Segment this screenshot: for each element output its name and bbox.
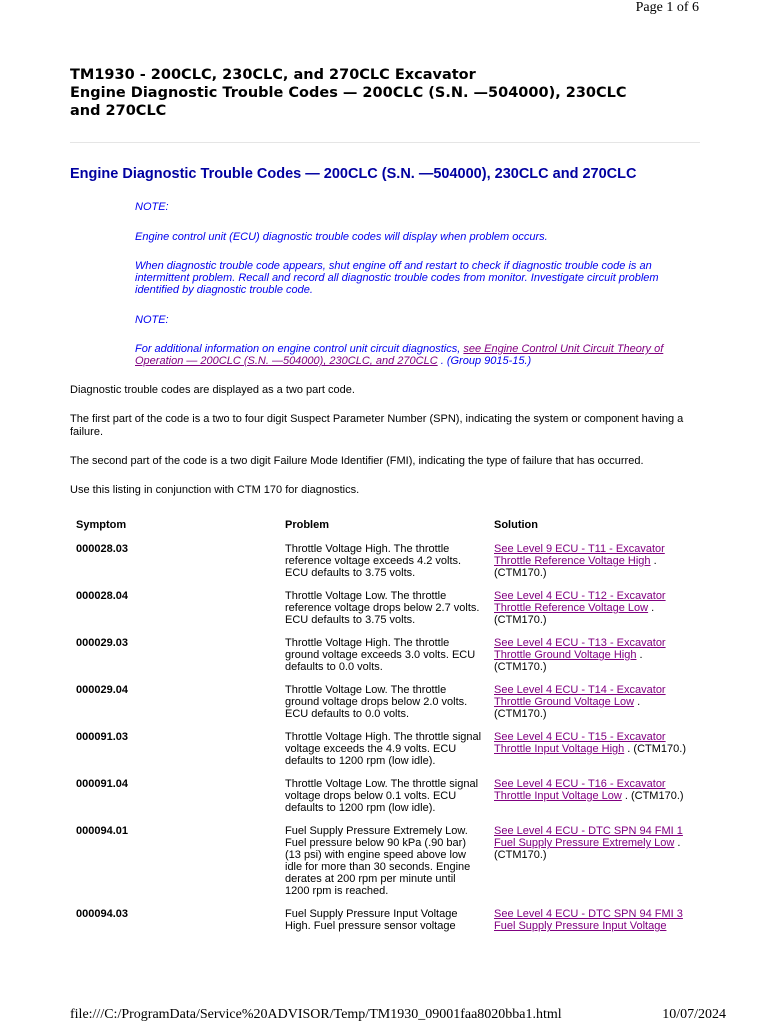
body-paragraph: The first part of the code is a two to four digit Suspect Parameter Number (SPN), indicating the system or component having a failure. (70, 413, 684, 438)
solution-cell (488, 681, 700, 728)
note-text: When diagnostic trouble code appears, shut engine off and restart to check if diagnostic trouble code is an intermittent problem. Recall and record all diagnostic trouble codes from monitor. Investigate circuit problem identified by diagnostic trouble code. (135, 260, 659, 296)
symptom-cell: 000091.04 (76, 778, 128, 790)
table-row (70, 540, 700, 587)
solution-cell (488, 728, 700, 775)
solution-column-header: Solution (494, 519, 538, 531)
table-row (70, 905, 700, 940)
symptom-cell: 000029.03 (76, 637, 128, 649)
document-title-line: Engine Diagnostic Trouble Codes — 200CLC (S.N. —504000), 230CLC (70, 85, 627, 101)
note-text (135, 343, 675, 367)
document-title-line: and 270CLC (70, 103, 167, 119)
problem-cell: Throttle Voltage High. The throttle ground voltage exceeds 3.0 volts. ECU defaults to 0.0 volts. (285, 637, 476, 673)
page-number: Page 1 of 6 (635, 0, 699, 15)
body-paragraph: Diagnostic trouble codes are displayed as a two part code. (70, 384, 355, 396)
problem-column-header: Problem (285, 519, 330, 531)
solution-link[interactable]: See Level 4 ECU - T15 - Excavator Throttle Input Voltage High (494, 731, 666, 755)
footer-date: 10/07/2024 (662, 1007, 726, 1022)
symptom-cell: 000028.03 (76, 543, 128, 555)
solution-cell (488, 905, 700, 940)
solution-cell (488, 775, 700, 822)
problem-cell: Throttle Voltage Low. The throttle ground voltage drops below 2.0 volts. ECU defaults to 0.0 volts. (285, 684, 468, 720)
symptom-cell: 000029.04 (76, 684, 128, 696)
solution-suffix: . (CTM170.) (621, 790, 684, 802)
solution-suffix: . (CTM170.) (494, 837, 681, 861)
symptom-cell: 000091.03 (76, 731, 128, 743)
dtc-table (70, 512, 700, 940)
table-row (70, 587, 700, 634)
solution-link[interactable]: See Level 4 ECU - DTC SPN 94 FMI 1 Fuel Supply Pressure Extremely Low (494, 825, 683, 849)
solution-cell (488, 540, 700, 587)
document-title-line: TM1930 - 200CLC, 230CLC, and 270CLC Excavator (70, 67, 476, 83)
solution-link[interactable]: See Level 4 ECU - T13 - Excavator Throttle Ground Voltage High (494, 637, 666, 661)
problem-cell: Throttle Voltage High. The throttle signal voltage exceeds the 4.9 volts. ECU defaults to 1200 rpm (low idle). (285, 731, 482, 767)
solution-link[interactable]: See Level 4 ECU - DTC SPN 94 FMI 3 Fuel Supply Pressure Input Voltage (494, 908, 683, 932)
table-header-row (70, 512, 700, 540)
solution-suffix: . (CTM170.) (624, 743, 686, 755)
note-label: NOTE: (135, 201, 169, 213)
problem-cell: Fuel Supply Pressure Extremely Low. Fuel pressure below 90 kPa (.90 bar) (13 psi) with engine speed above low idle for more than 30 seconds. Engine derates at 200 rpm per minute until 1200 rpm is reached. (285, 825, 471, 897)
solution-suffix: . (CTM170.) (494, 555, 657, 579)
note-text: Engine control unit (ECU) diagnostic trouble codes will display when problem occurs. (135, 231, 548, 243)
problem-cell: Throttle Voltage Low. The throttle reference voltage drops below 2.7 volts. ECU defaults to 3.75 volts. (285, 590, 480, 626)
table-row (70, 728, 700, 775)
note-text-suffix: . (Group 9015-15.) (437, 355, 532, 367)
table-row (70, 822, 700, 905)
solution-cell (488, 587, 700, 634)
solution-cell (488, 634, 700, 681)
table-row (70, 681, 700, 728)
title-divider (70, 142, 700, 143)
problem-cell: Fuel Supply Pressure Input Voltage High. Fuel pressure sensor voltage (285, 908, 458, 932)
body-paragraph: Use this listing in conjunction with CTM 170 for diagnostics. (70, 484, 360, 496)
note-label: NOTE: (135, 314, 169, 326)
note-text-prefix: For additional information on engine control unit circuit diagnostics, (135, 343, 464, 355)
solution-suffix: . (CTM170.) (494, 696, 641, 720)
document-title (70, 66, 700, 120)
symptom-cell: 000094.03 (76, 908, 128, 920)
solution-suffix: . (CTM170.) (494, 649, 643, 673)
body-paragraph: The second part of the code is a two digit Failure Mode Identifier (FMI), indicating the type of failure that has occurred. (70, 455, 644, 467)
solution-link[interactable]: See Level 4 ECU - T14 - Excavator Throttle Ground Voltage Low (494, 684, 666, 708)
solution-suffix: . (CTM170.) (494, 602, 655, 626)
solution-link[interactable]: See Level 4 ECU - T16 - Excavator Throttle Input Voltage Low (494, 778, 666, 802)
solution-link[interactable]: See Level 4 ECU - T12 - Excavator Throttle Reference Voltage Low (494, 590, 666, 614)
problem-cell: Throttle Voltage Low. The throttle signal voltage drops below 0.1 volts. ECU defaults to 1200 rpm (low idle). (285, 778, 479, 814)
section-heading: Engine Diagnostic Trouble Codes — 200CLC (S.N. —504000), 230CLC and 270CLC (70, 166, 637, 182)
ecu-circuit-theory-link[interactable]: see Engine Control Unit Circuit Theory of Operation — 200CLC (S.N. —504000), 230CLC, and 270CLC (135, 343, 664, 367)
solution-cell (488, 822, 700, 905)
symptom-column-header: Symptom (76, 519, 127, 531)
problem-cell: Throttle Voltage High. The throttle reference voltage exceeds 4.2 volts. ECU defaults to 3.75 volts. (285, 543, 462, 579)
footer-file-path: file:///C:/ProgramData/Service%20ADVISOR/Temp/TM1930_09001faa8020bba1.html (70, 1007, 562, 1022)
symptom-cell: 000094.01 (76, 825, 128, 837)
symptom-cell: 000028.04 (76, 590, 128, 602)
table-row (70, 634, 700, 681)
solution-link[interactable]: See Level 9 ECU - T11 - Excavator Throttle Reference Voltage High (494, 543, 665, 567)
table-row (70, 775, 700, 822)
